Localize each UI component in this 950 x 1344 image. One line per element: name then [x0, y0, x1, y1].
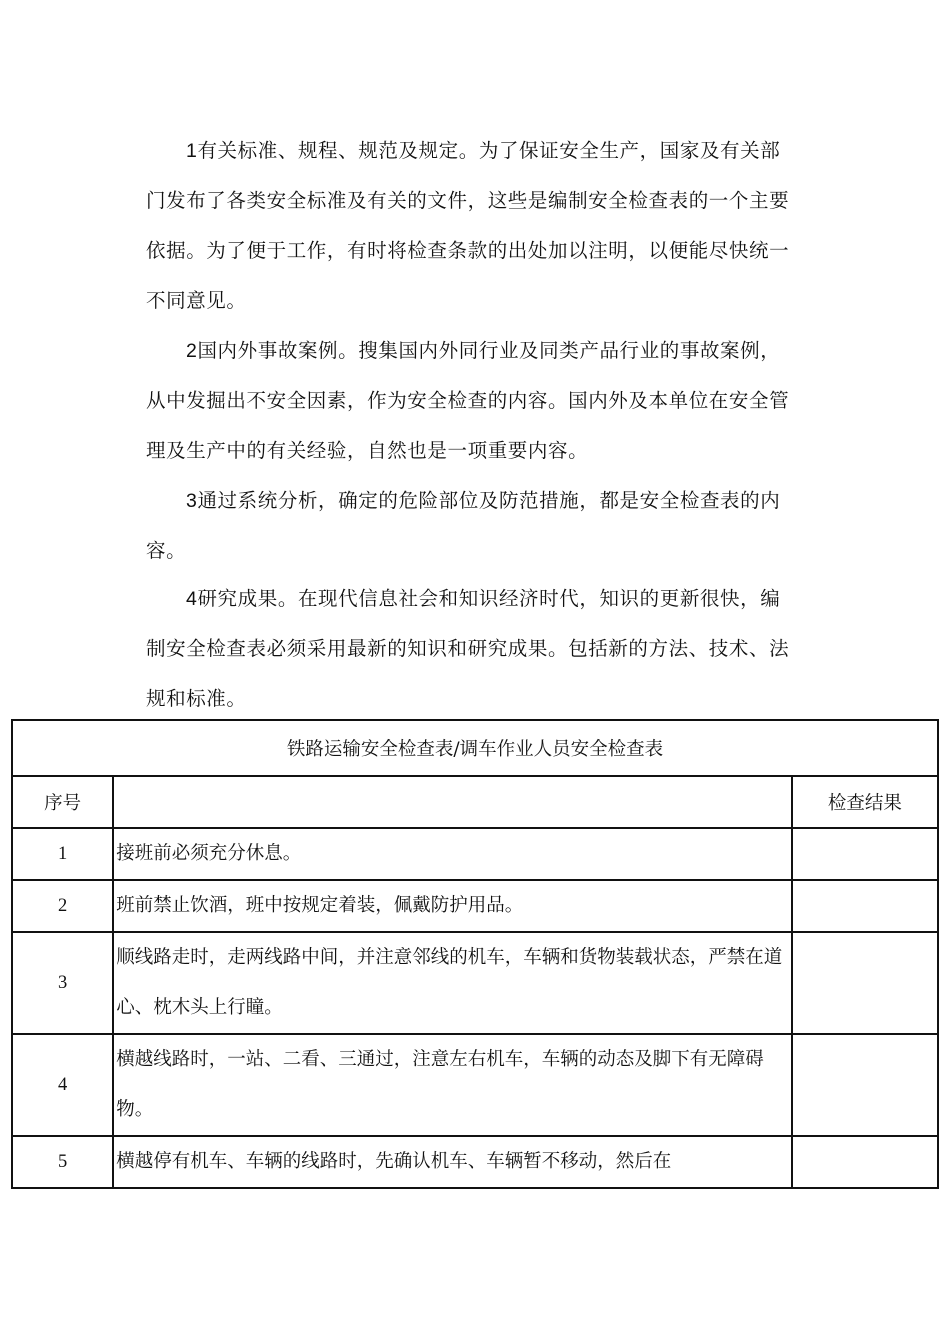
row-result[interactable] [792, 932, 938, 1034]
table-row [12, 880, 938, 932]
row-result[interactable] [792, 1034, 938, 1136]
row-number: 5 [12, 1136, 113, 1188]
paragraph-number: 2 [186, 340, 198, 362]
row-result[interactable] [792, 880, 938, 932]
row-item: 接班前必须充分休息。 [113, 828, 791, 880]
paragraph-number: 4 [186, 588, 198, 610]
row-number: 4 [12, 1034, 113, 1136]
paragraph-1 [146, 126, 796, 326]
paragraph-text: 有关标准、规程、规范及规定。为了保证安全生产，国家及有关部门发布了各类安全标准及有关的文件，这些是编制安全检查表的一个主要依据。为了便于工作，有时将检查条款的出处加以注明，以便能尽快统一不同意见。 [146, 139, 790, 312]
row-number: 1 [12, 828, 113, 880]
row-number: 3 [12, 932, 113, 1034]
table-row [12, 932, 938, 1034]
paragraph-number: 1 [186, 140, 198, 162]
paragraph-2 [146, 326, 796, 476]
paragraph-text: 研究成果。在现代信息社会和知识经济时代，知识的更新很快，编制安全检查表必须采用最新的知识和研究成果。包括新的方法、技术、法规和标准。 [146, 587, 790, 710]
row-item: 顺线路走时，走两线路中间，并注意邻线的机车，车辆和货物装载状态，严禁在道心、枕木头上行瞳。 [113, 932, 791, 1034]
header-number: 序号 [12, 776, 113, 828]
paragraph-text: 国内外事故案例。搜集国内外同行业及同类产品行业的事故案例，从中发掘出不安全因素，作为安全检查的内容。国内外及本单位在安全管理及生产中的有关经验，自然也是一项重要内容。 [146, 339, 790, 462]
row-item: 班前禁止饮酒，班中按规定着装，佩戴防护用品。 [113, 880, 791, 932]
row-result[interactable] [792, 1136, 938, 1188]
row-item: 横越停有机车、车辆的线路时，先确认机车、车辆暂不移动，然后在 [113, 1136, 791, 1188]
paragraph-text: 通过系统分析，确定的危险部位及防范措施，都是安全检查表的内容。 [146, 489, 781, 562]
header-result: 检查结果 [792, 776, 938, 828]
safety-checklist-table [11, 719, 939, 1189]
paragraph-number: 3 [186, 490, 198, 512]
table-title-row [12, 720, 938, 776]
table-title: 铁路运输安全检查表/调车作业人员安全检查表 [12, 720, 938, 776]
paragraph-4 [146, 574, 796, 724]
paragraph-3 [146, 476, 796, 576]
table-row [12, 828, 938, 880]
table-row [12, 1136, 938, 1188]
header-item [113, 776, 791, 828]
table-row [12, 1034, 938, 1136]
table-header-row [12, 776, 938, 828]
row-result[interactable] [792, 828, 938, 880]
row-number: 2 [12, 880, 113, 932]
row-item: 横越线路时，一站、二看、三通过，注意左右机车，车辆的动态及脚下有无障碍物。 [113, 1034, 791, 1136]
